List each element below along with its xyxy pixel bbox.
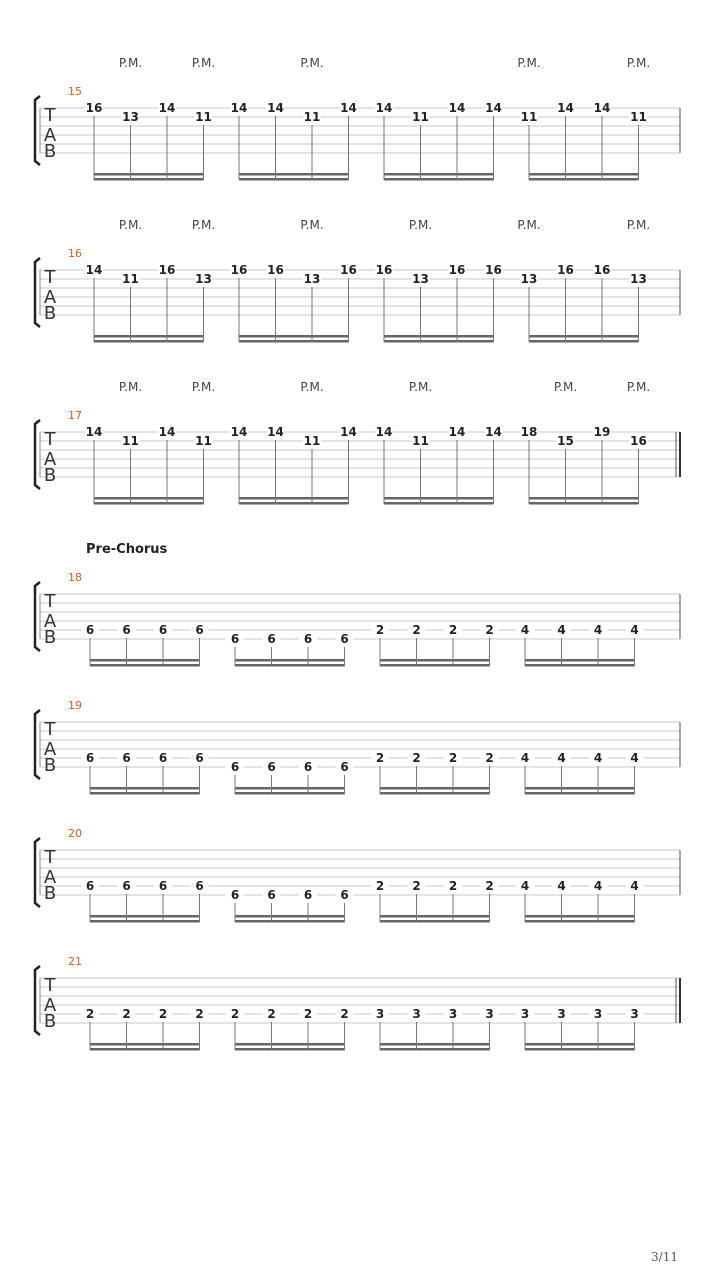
palm-mute-label: P.M. (517, 218, 541, 232)
fret-number: 14 (340, 425, 357, 439)
fret-number: 11 (195, 110, 212, 124)
fret-number: 13 (122, 110, 139, 124)
beam (235, 792, 345, 795)
fret-number: 6 (122, 879, 131, 893)
system-bracket (35, 966, 40, 1035)
fret-number: 6 (158, 623, 168, 637)
tab-letter-b: B (43, 755, 57, 776)
tab-letter-a: A (43, 449, 57, 470)
beam (384, 340, 494, 343)
beam (235, 659, 345, 662)
palm-mute-label: P.M. (626, 218, 651, 232)
fret-number: 2 (303, 1007, 313, 1021)
system-bracket (35, 582, 40, 651)
tab-letter-t: T (44, 429, 56, 450)
palm-mute-label: P.M. (300, 218, 324, 232)
fret-number: 16 (630, 434, 647, 448)
fret-number: 16 (340, 263, 357, 277)
fret-number: 14 (375, 101, 393, 115)
beam (380, 664, 490, 667)
fret-number: 16 (448, 263, 466, 277)
tab-letter-a: A (43, 867, 57, 888)
fret-number: 4 (630, 623, 639, 637)
measure-number: 18 (68, 571, 82, 584)
beam (90, 664, 200, 667)
fret-number: 16 (158, 263, 176, 277)
fret-number: 2 (195, 1007, 204, 1021)
fret-number: 4 (520, 751, 530, 765)
fret-number: 16 (557, 263, 574, 277)
fret-number: 2 (448, 623, 458, 637)
fret-number: 3 (557, 1007, 566, 1021)
beam (90, 920, 200, 923)
beam (380, 920, 490, 923)
palm-mute-label: P.M. (408, 218, 433, 232)
beam (94, 497, 204, 500)
fret-number: 14 (340, 101, 357, 115)
fret-number: 3 (630, 1007, 639, 1021)
fret-number: 16 (230, 263, 248, 277)
fret-number: 4 (630, 879, 639, 893)
fret-number: 6 (85, 879, 95, 893)
fret-number: 14 (448, 425, 466, 439)
beam (380, 787, 490, 790)
fret-number: 2 (448, 879, 458, 893)
fret-number: 16 (485, 263, 502, 277)
beam (380, 1043, 490, 1046)
fret-number: 11 (122, 434, 139, 448)
beam (525, 1043, 635, 1046)
fret-number: 6 (85, 623, 95, 637)
beam (529, 335, 639, 338)
beam (235, 915, 345, 918)
fret-number: 4 (520, 879, 530, 893)
beam (384, 178, 494, 181)
beam (239, 340, 349, 343)
fret-number: 14 (85, 425, 103, 439)
fret-number: 16 (593, 263, 611, 277)
beam (239, 497, 349, 500)
measure-number: 15 (68, 85, 82, 98)
beam (94, 173, 204, 176)
beam (529, 173, 639, 176)
fret-number: 13 (412, 272, 429, 286)
fret-number: 14 (448, 101, 466, 115)
fret-number: 6 (85, 751, 95, 765)
fret-number: 6 (158, 879, 168, 893)
fret-number: 3 (593, 1007, 603, 1021)
fret-number: 14 (593, 101, 611, 115)
system-bracket (35, 96, 40, 165)
fret-number: 14 (85, 263, 103, 277)
fret-number: 6 (267, 760, 276, 774)
fret-number: 6 (303, 888, 313, 902)
beam (239, 335, 349, 338)
fret-number: 6 (195, 623, 204, 637)
fret-number: 3 (520, 1007, 530, 1021)
tab-letter-a: A (43, 287, 57, 308)
beam (94, 335, 204, 338)
fret-number: 15 (557, 434, 574, 448)
fret-number: 2 (412, 623, 421, 637)
system-bracket (35, 710, 40, 779)
fret-number: 14 (230, 425, 248, 439)
palm-mute-label: P.M. (300, 380, 324, 394)
tab-letter-t: T (44, 719, 56, 740)
tab-letter-t: T (44, 105, 56, 126)
measure-number: 20 (68, 827, 82, 840)
fret-number: 2 (448, 751, 458, 765)
beam (239, 502, 349, 505)
tab-letter-a: A (43, 125, 57, 146)
beam (529, 340, 639, 343)
beam (525, 787, 635, 790)
tab-letter-t: T (44, 847, 56, 868)
fret-number: 6 (340, 760, 349, 774)
fret-number: 2 (375, 879, 385, 893)
fret-number: 11 (303, 434, 321, 448)
fret-number: 2 (485, 623, 494, 637)
fret-number: 2 (412, 751, 421, 765)
beam (529, 497, 639, 500)
fret-number: 13 (520, 272, 538, 286)
fret-number: 2 (485, 751, 494, 765)
fret-number: 14 (557, 101, 574, 115)
fret-number: 16 (267, 263, 284, 277)
fret-number: 6 (340, 632, 349, 646)
fret-number: 2 (267, 1007, 276, 1021)
fret-number: 2 (485, 879, 494, 893)
measure-number: 16 (68, 247, 82, 260)
fret-number: 14 (158, 101, 176, 115)
palm-mute-label: P.M. (191, 218, 216, 232)
fret-number: 3 (375, 1007, 385, 1021)
fret-number: 6 (195, 879, 204, 893)
palm-mute-label: P.M. (626, 56, 651, 70)
beam (380, 915, 490, 918)
fret-number: 2 (158, 1007, 168, 1021)
fret-number: 19 (593, 425, 611, 439)
beam (525, 664, 635, 667)
beam (235, 1043, 345, 1046)
fret-number: 6 (267, 632, 276, 646)
measure-number: 21 (68, 955, 82, 968)
fret-number: 11 (303, 110, 321, 124)
fret-number: 4 (630, 751, 639, 765)
palm-mute-label: P.M. (118, 218, 143, 232)
beam (380, 659, 490, 662)
beam (90, 792, 200, 795)
measure-number: 17 (68, 409, 82, 422)
beam (525, 920, 635, 923)
fret-number: 14 (267, 425, 284, 439)
section-label: Pre-Chorus (86, 542, 168, 557)
palm-mute-label: P.M. (626, 380, 651, 394)
fret-number: 13 (195, 272, 212, 286)
palm-mute-label: P.M. (300, 56, 324, 70)
beam (384, 502, 494, 505)
beam (90, 659, 200, 662)
beam (525, 915, 635, 918)
beam (235, 664, 345, 667)
fret-number: 6 (303, 632, 313, 646)
fret-number: 2 (375, 751, 385, 765)
fret-number: 14 (158, 425, 176, 439)
fret-number: 6 (230, 760, 240, 774)
palm-mute-label: P.M. (517, 56, 541, 70)
fret-number: 6 (230, 888, 240, 902)
beam (90, 915, 200, 918)
fret-number: 18 (520, 425, 538, 439)
tab-letter-a: A (43, 739, 57, 760)
palm-mute-label: P.M. (191, 380, 216, 394)
fret-number: 11 (520, 110, 538, 124)
beam (380, 792, 490, 795)
fret-number: 11 (412, 110, 429, 124)
beam (384, 335, 494, 338)
beam (239, 173, 349, 176)
tab-letter-b: B (43, 141, 57, 162)
system-bracket (35, 838, 40, 907)
fret-number: 16 (375, 263, 393, 277)
tab-letter-b: B (43, 303, 57, 324)
beam (380, 1048, 490, 1051)
tab-letter-b: B (43, 1011, 57, 1032)
beam (525, 659, 635, 662)
palm-mute-label: P.M. (191, 56, 216, 70)
fret-number: 6 (267, 888, 276, 902)
fret-number: 2 (230, 1007, 240, 1021)
system-bracket (35, 258, 40, 327)
beam (90, 1043, 200, 1046)
fret-number: 14 (485, 425, 502, 439)
fret-number: 14 (485, 101, 502, 115)
beam (235, 787, 345, 790)
tab-letter-b: B (43, 465, 57, 486)
page-number: 3/11 (651, 1250, 678, 1264)
fret-number: 13 (303, 272, 321, 286)
tab-letter-t: T (44, 591, 56, 612)
beam (94, 178, 204, 181)
system-bracket (35, 420, 40, 489)
fret-number: 4 (593, 879, 603, 893)
palm-mute-label: P.M. (408, 380, 433, 394)
fret-number: 11 (195, 434, 212, 448)
fret-number: 6 (122, 623, 131, 637)
fret-number: 3 (485, 1007, 494, 1021)
fret-number: 2 (122, 1007, 131, 1021)
measure-number: 19 (68, 699, 82, 712)
fret-number: 4 (557, 623, 566, 637)
palm-mute-label: P.M. (118, 56, 143, 70)
beam (384, 173, 494, 176)
fret-number: 16 (85, 101, 103, 115)
tab-letter-a: A (43, 995, 57, 1016)
tab-letter-t: T (44, 267, 56, 288)
fret-number: 2 (375, 623, 385, 637)
fret-number: 6 (122, 751, 131, 765)
beam (235, 920, 345, 923)
beam (94, 340, 204, 343)
fret-number: 4 (557, 879, 566, 893)
fret-number: 6 (158, 751, 168, 765)
beam (384, 497, 494, 500)
beam (529, 178, 639, 181)
palm-mute-label: P.M. (118, 380, 143, 394)
beam (525, 1048, 635, 1051)
fret-number: 4 (557, 751, 566, 765)
beam (94, 502, 204, 505)
fret-number: 4 (593, 751, 603, 765)
beam (90, 1048, 200, 1051)
beam (90, 787, 200, 790)
fret-number: 14 (267, 101, 284, 115)
fret-number: 2 (340, 1007, 349, 1021)
beam (235, 1048, 345, 1051)
fret-number: 13 (630, 272, 647, 286)
fret-number: 11 (412, 434, 429, 448)
fret-number: 6 (230, 632, 240, 646)
fret-number: 14 (375, 425, 393, 439)
fret-number: 4 (520, 623, 530, 637)
tab-letter-t: T (44, 975, 56, 996)
fret-number: 6 (303, 760, 313, 774)
beam (239, 178, 349, 181)
fret-number: 3 (448, 1007, 458, 1021)
fret-number: 14 (230, 101, 248, 115)
tab-letter-a: A (43, 611, 57, 632)
fret-number: 2 (85, 1007, 95, 1021)
fret-number: 6 (195, 751, 204, 765)
fret-number: 2 (412, 879, 421, 893)
beam (529, 502, 639, 505)
fret-number: 11 (122, 272, 139, 286)
tab-letter-b: B (43, 883, 57, 904)
tab-letter-b: B (43, 627, 57, 648)
palm-mute-label: P.M. (553, 380, 578, 394)
fret-number: 3 (412, 1007, 421, 1021)
beam (525, 792, 635, 795)
fret-number: 6 (340, 888, 349, 902)
fret-number: 4 (593, 623, 603, 637)
fret-number: 11 (630, 110, 647, 124)
